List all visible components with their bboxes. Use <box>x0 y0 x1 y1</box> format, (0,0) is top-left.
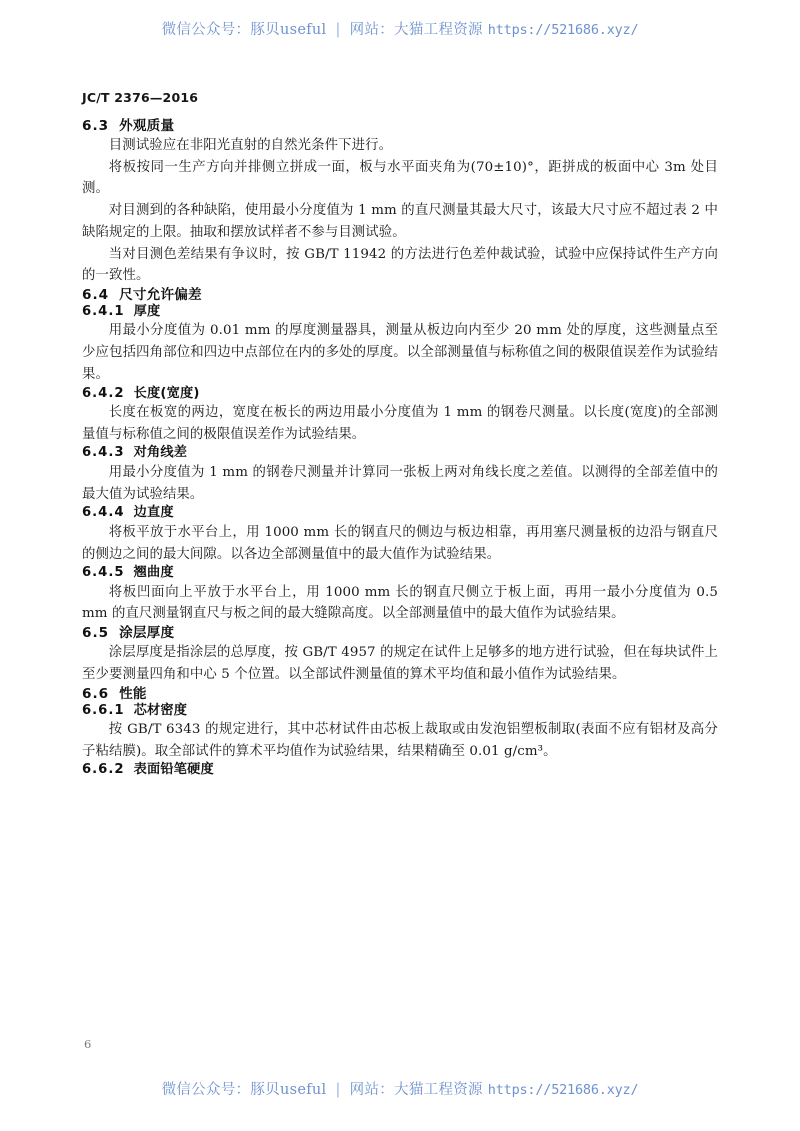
paragraph-6-4-2-1: 长度在板宽的两边，宽度在板长的两边用最小分度值为 1 mm 的钢卷尺测量。以长度(宽度)的全部测量值与标称值之间的极限值误差作为试验结果。 <box>82 405 718 442</box>
heading-6-6-2-title: 表面铅笔硬度 <box>133 762 214 778</box>
paragraph-6-4-1-1: 用最小分度值为 0.01 mm 的厚度测量器具，测量从板边向内至少 20 mm 处的厚度，这些测量点至少应包括四角部位和四边中点部位在内的多处的厚度。以全部测量值与标称值之间的极限值误差作为试验结果。 <box>82 323 718 382</box>
heading-6-4-4 <box>82 505 718 522</box>
heading-6-6-2-number: 6.6.2 <box>82 762 125 778</box>
heading-6-4-1 <box>82 304 718 321</box>
heading-6-4-2-number: 6.4.2 <box>82 385 125 401</box>
document-content <box>82 118 718 779</box>
paragraph-6-5-1: 涂层厚度是指涂层的总厚度，按 GB/T 4957 的规定在试件上足够多的地方进行试验，但在每块试件上至少要测量四角和中心 5 个位置。以全部试件测量值的算术平均值和最小值作为试验结果。 <box>82 645 718 682</box>
watermark-separator: | <box>335 1082 341 1098</box>
heading-6-4-3-title: 对角线差 <box>133 445 188 461</box>
heading-6-4-1-number: 6.4.1 <box>82 303 125 319</box>
heading-6-4-5-number: 6.4.5 <box>82 565 125 581</box>
heading-6-3-title: 外观质量 <box>119 118 175 134</box>
paragraph-6-4-4-1: 将板平放于水平台上，用 1000 mm 长的钢直尺的侧边与板边相靠，再用塞尺测量板的边沿与钢直尺的侧边之间的最大间隙。以各边全部测量值中的最大值作为试验结果。 <box>82 524 718 562</box>
watermark-site-label: 网站：大猫工程资源 <box>349 22 483 38</box>
watermark-top <box>0 18 800 39</box>
heading-6-4-4-number: 6.4.4 <box>82 505 125 521</box>
paragraph-6-3-3: 对目测到的各种缺陷，使用最小分度值为 1 mm 的直尺测量其最大尺寸，该最大尺寸应不超过表 2 中缺陷规定的上限。抽取和摆放试样者不参与目测试验。 <box>82 203 718 240</box>
heading-6-6-1 <box>82 703 718 720</box>
watermark-separator: | <box>335 22 341 38</box>
heading-6-6 <box>82 686 718 703</box>
heading-6-4-5-title: 翘曲度 <box>133 565 174 581</box>
heading-6-3 <box>82 118 718 135</box>
heading-6-5-number: 6.5 <box>82 625 110 642</box>
heading-6-4-1-title: 厚度 <box>133 303 161 319</box>
heading-6-4-4-title: 边直度 <box>133 505 174 521</box>
watermark-url: https://521686.xyz/ <box>487 22 639 38</box>
paragraph-6-3-2: 将板按同一生产方向并排侧立拼成一面，板与水平面夹角为(70±10)°，距拼成的板面中心 3m 处目测。 <box>82 159 718 197</box>
heading-6-4 <box>82 287 718 304</box>
watermark-bottom <box>0 1078 800 1099</box>
heading-6-6-2 <box>82 762 718 779</box>
paragraph-6-3-1: 目测试验应在非阳光直射的自然光条件下进行。 <box>108 137 393 153</box>
heading-6-3-number: 6.3 <box>82 118 110 134</box>
heading-6-5-title: 涂层厚度 <box>119 625 175 642</box>
paragraph-6-4-5-1: 将板凹面向上平放于水平台上，用 1000 mm 长的钢直尺侧立于板上面，再用一最小分度值为 0.5 mm 的直尺测量钢直尺与板之间的最大缝隙高度。以全部测量值中的最大值作为试验结果。 <box>82 584 718 622</box>
heading-6-4-title: 尺寸允许偏差 <box>119 286 202 303</box>
watermark-wechat-label: 微信公众号：豚贝useful <box>161 22 327 38</box>
heading-6-4-2 <box>82 386 718 403</box>
watermark-url: https://521686.xyz/ <box>487 1082 639 1098</box>
paragraph-6-4-3-1: 用最小分度值为 1 mm 的钢卷尺测量并计算同一张板上两对角线长度之差值。以测得的全部差值中的最大值为试验结果。 <box>82 464 718 502</box>
paragraph-6-3-4: 当对目测色差结果有争议时，按 GB/T 11942 的方法进行色差仲裁试验，试验中应保持试件生产方向的一致性。 <box>82 246 718 284</box>
heading-6-4-5 <box>82 565 718 582</box>
heading-6-6-1-title: 芯材密度 <box>133 702 188 718</box>
heading-6-5 <box>82 625 718 642</box>
heading-6-4-2-title: 长度(宽度) <box>133 385 200 401</box>
watermark-wechat-label: 微信公众号：豚贝useful <box>161 1082 327 1098</box>
watermark-site-label: 网站：大猫工程资源 <box>349 1082 483 1098</box>
heading-6-4-3 <box>82 445 718 462</box>
page-number: 6 <box>84 1037 92 1051</box>
heading-6-6-number: 6.6 <box>82 685 110 702</box>
heading-6-4-number: 6.4 <box>82 286 110 303</box>
heading-6-4-3-number: 6.4.3 <box>82 445 125 461</box>
paragraph-6-6-1-1: 按 GB/T 6343 的规定进行，其中芯材试件由芯板上裁取或由发泡铝塑板制取(表面不应有铝材及高分子粘结膜)。取全部试件的算术平均值作为试验结果，结果精确至 0.01 g/cm³。 <box>82 722 718 759</box>
heading-6-6-1-number: 6.6.1 <box>82 702 125 718</box>
heading-6-6-title: 性能 <box>119 685 147 702</box>
standard-code-header: JC/T 2376—2016 <box>82 90 199 105</box>
